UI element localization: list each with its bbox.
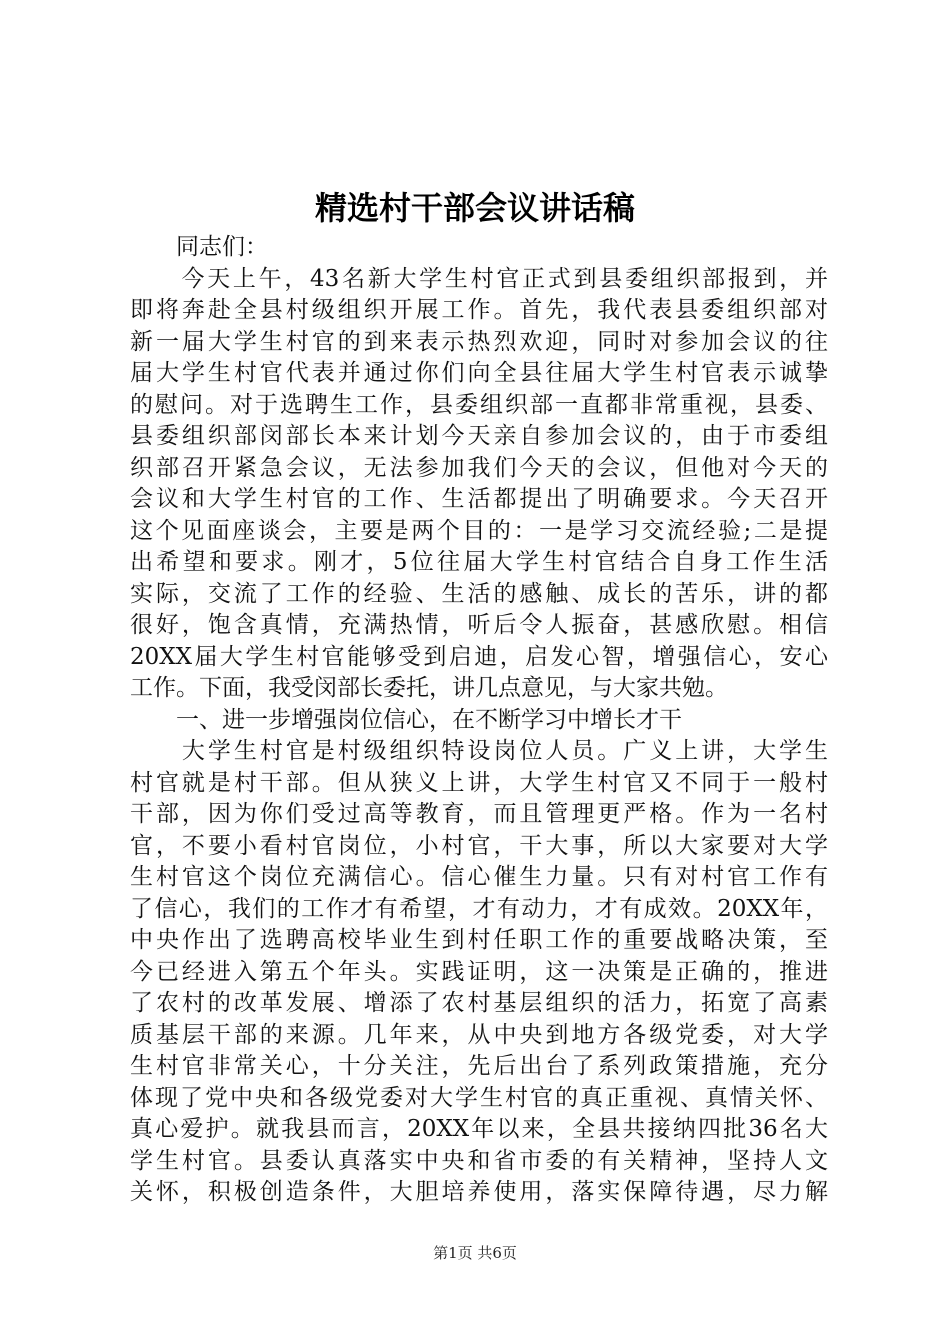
body-line: 这个见面座谈会，主要是两个目的：一是学习交流经验;二是提 <box>130 517 828 544</box>
body-line: 届大学生村官代表并通过你们向全县往届大学生村官表示诚挚 <box>130 360 828 386</box>
body-line: 官，不要小看村官岗位，小村官，干大事，所以大家要对大学 <box>130 832 828 859</box>
body-line: 同志们： <box>130 234 268 260</box>
body-line: 县委组织部闵部长本来计划今天亲自参加会议的，由于市委组 <box>130 423 828 449</box>
body-line: 干部，因为你们受过高等教育，而且管理更严格。作为一名村 <box>130 801 828 827</box>
body-line: 实际，交流了工作的经验、生活的感触、成长的苦乐，讲的都 <box>130 580 828 607</box>
body-line: 质基层干部的来源。几年来，从中央到地方各级党委，对大学 <box>130 1021 828 1048</box>
body-line: 很好，饱含真情，充满热情，听后令人振奋，甚感欣慰。相信 <box>130 612 828 638</box>
body-line: 生村官这个岗位充满信心。信心催生力量。只有对村官工作有 <box>130 864 828 890</box>
body-line: 20XX届大学生村官能够受到启迪，启发心智，增强信心，安心 <box>130 643 828 670</box>
body-line: 了信心，我们的工作才有希望，才有动力，才有成效。20XX年， <box>130 895 828 922</box>
body-line: 关怀，积极创造条件，大胆培养使用，落实保障待遇，尽力解 <box>130 1179 828 1205</box>
body-line: 中央作出了选聘高校毕业生到村任职工作的重要战略决策，至 <box>130 927 828 953</box>
body-line: 织部召开紧急会议，无法参加我们今天的会议，但他对今天的 <box>130 454 828 481</box>
body-line: 今天上午，43名新大学生村官正式到县委组织部报到，并 <box>130 265 828 292</box>
body-line: 真心爱护。就我县而言，20XX年以来，全县共接纳四批36名大 <box>130 1116 828 1142</box>
page-footer: 第1页 共6页 <box>433 1244 517 1262</box>
body-line: 新一届大学生村官的到来表示热烈欢迎，同时对参加会议的往 <box>130 328 828 355</box>
body-line: 了农村的改革发展、增添了农村基层组织的活力，拓宽了高素 <box>130 990 828 1016</box>
body-line: 出希望和要求。刚才，5位往届大学生村官结合自身工作生活 <box>130 549 828 575</box>
body-line: 生村官非常关心，十分关注，先后出台了系列政策措施，充分 <box>130 1053 828 1079</box>
body-line: 即将奔赴全县村级组织开展工作。首先，我代表县委组织部对 <box>130 297 828 323</box>
body-line: 今已经进入第五个年头。实践证明，这一决策是正确的，推进 <box>130 958 828 985</box>
body-line: 工作。下面，我受闵部长委托，讲几点意见，与大家共勉。 <box>130 675 728 701</box>
body-line: 的慰问。对于选聘生工作，县委组织部一直都非常重视，县委、 <box>130 391 828 418</box>
body-line: 大学生村官是村级组织特设岗位人员。广义上讲，大学生 <box>130 738 828 764</box>
body-line: 村官就是村干部。但从狭义上讲，大学生村官又不同于一般村 <box>130 769 828 796</box>
document-body <box>130 232 828 1209</box>
document-title: 精选村干部会议讲话稿 <box>314 189 635 227</box>
body-line: 一、进一步增强岗位信心，在不断学习中增长才干 <box>130 706 682 733</box>
body-line: 体现了党中央和各级党委对大学生村官的真正重视、真情关怀、 <box>130 1084 828 1111</box>
body-line: 学生村官。县委认真落实中央和省市委的有关精神，坚持人文 <box>130 1147 828 1174</box>
body-line: 会议和大学生村官的工作、生活都提出了明确要求。今天召开 <box>130 486 828 512</box>
